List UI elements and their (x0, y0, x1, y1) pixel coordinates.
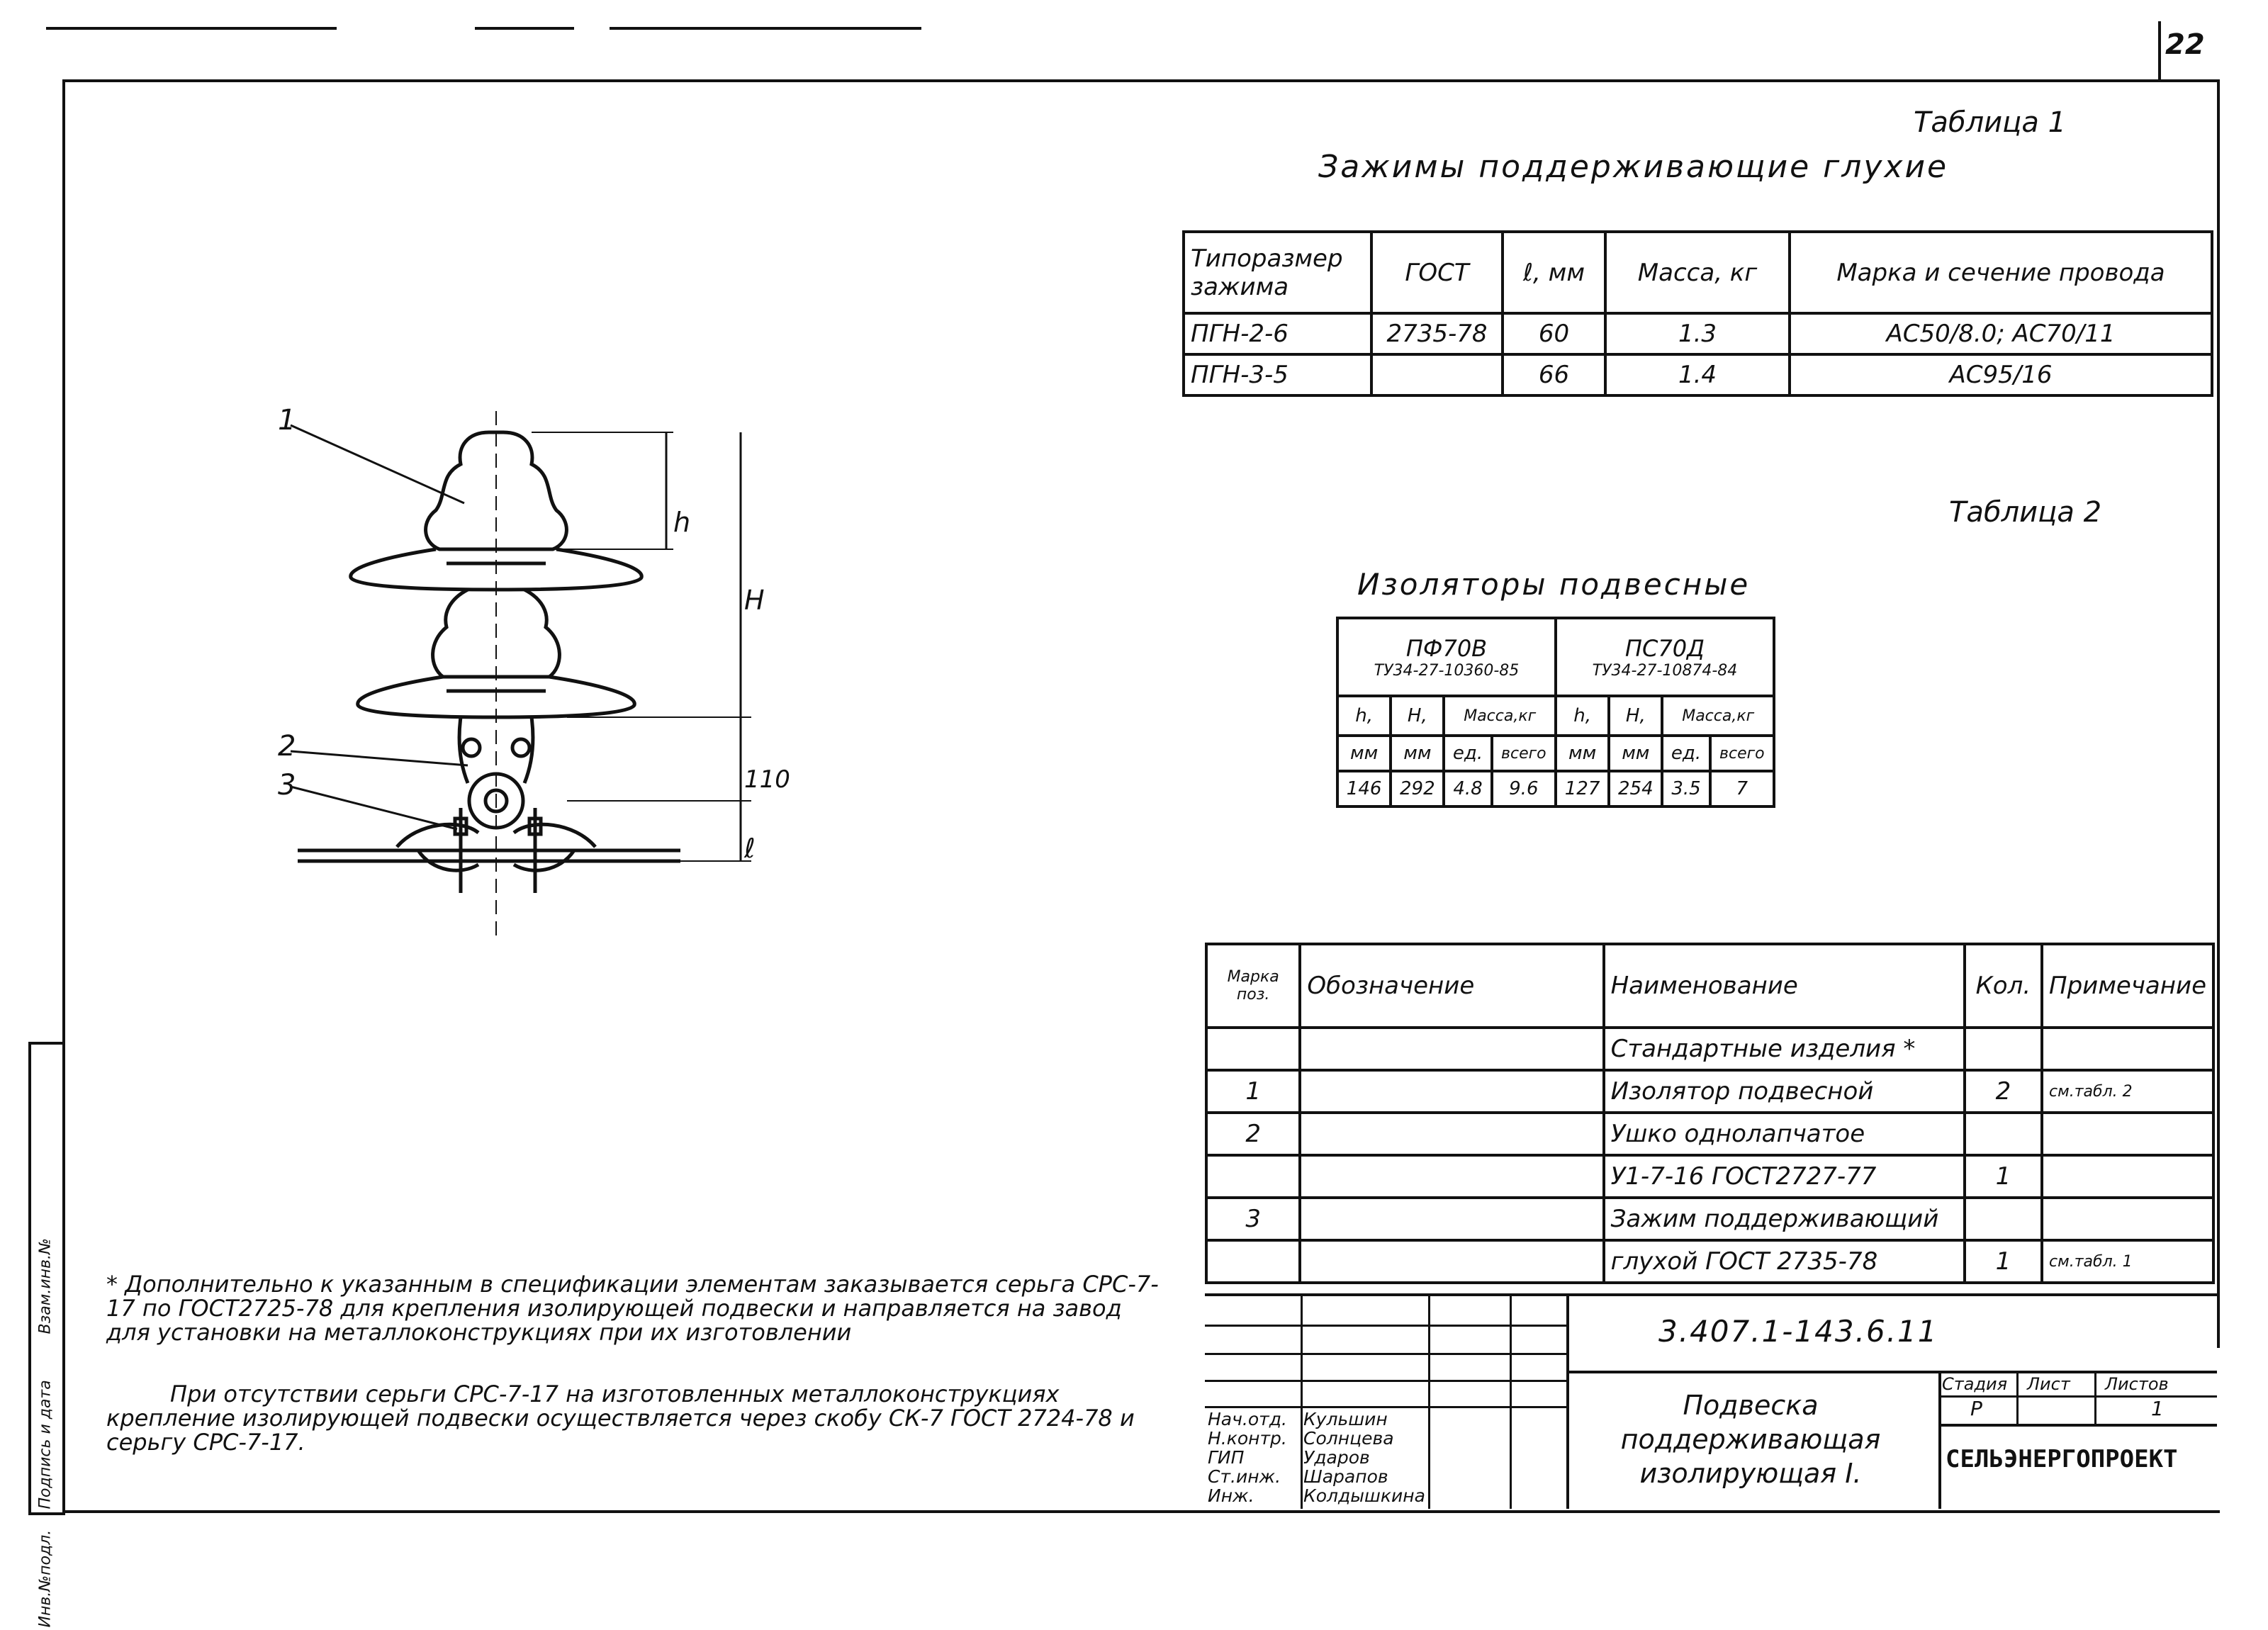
side-stamp-sign: Подпись и дата (36, 1380, 55, 1510)
table2-caption: Таблица 2 (1949, 496, 2102, 529)
table2-unit: ед. (1444, 736, 1491, 771)
note-paragraph-1: * Дополнительно к указанным в спецификации элементам заказывается серьга СРС-7-17 по ГОСТ2725-78 для крепления изолирующей подвески и направляется на завод для установки на металлоконструкциях при их изготовлении (106, 1271, 1159, 1346)
table1-cell: 1.4 (1605, 354, 1790, 395)
table2-unit: мм (1609, 736, 1662, 771)
dim-110-label: 110 (744, 765, 790, 794)
table2-unit: всего (1492, 736, 1556, 771)
table2-unit: мм (1391, 736, 1444, 771)
doc-code: 3.407.1-143.6.11 (1658, 1314, 1938, 1349)
spec-name: Изолятор подвесной (1604, 1070, 1965, 1113)
spec-header-note: Примечание (2042, 944, 2213, 1028)
spec-header-qty: Кол. (1965, 944, 2042, 1028)
callout-2-leader (291, 751, 468, 765)
spec-note: см.табл. 2 (2042, 1070, 2213, 1113)
spec-pos (1206, 1028, 1300, 1070)
side-stamp-inv: Инв.№подл. (36, 1529, 55, 1628)
spec-note (2042, 1198, 2213, 1240)
insulator-drawing (255, 397, 822, 935)
spec-name: Зажим поддерживающий (1604, 1198, 1965, 1240)
title-block (1205, 1293, 2217, 1509)
spec-header-designation: Обозначение (1300, 944, 1603, 1028)
doc-title (1602, 1388, 1899, 1490)
table1-caption: Таблица 1 (1914, 106, 2067, 139)
spec-pos: 2 (1206, 1113, 1300, 1155)
spec-name: Ушко однолапчатое (1604, 1113, 1965, 1155)
spec-note (2042, 1113, 2213, 1155)
table2-value: 7 (1710, 771, 1774, 806)
table1-header-gost: ГОСТ (1371, 232, 1503, 313)
sheets-header: Листов (2105, 1374, 2169, 1394)
side-stamp-repl: Взам.инв.№ (36, 1238, 55, 1334)
doc-title-line-3: изолирующая I. (1639, 1458, 1862, 1489)
sheet-header: Лист (2027, 1374, 2070, 1394)
role-item: Ст.инж. Шарапов (1208, 1466, 1388, 1487)
spec-qty: 1 (1965, 1240, 2042, 1283)
role-item: ГИП Ударов (1208, 1447, 1370, 1468)
table2-subheader: h, (1337, 696, 1391, 736)
spec-name: глухой ГОСТ 2735-78 (1604, 1240, 1965, 1283)
table1-cell: 60 (1503, 313, 1605, 354)
table1-cell: 1.3 (1605, 313, 1790, 354)
table2-group-2 (1556, 618, 1774, 696)
spec-pos (1206, 1155, 1300, 1198)
table1-cell: ПГН-2-6 (1184, 313, 1371, 354)
insulator-1-head (426, 432, 567, 549)
spec-qty (1965, 1198, 2042, 1240)
callout-3-leader (291, 787, 457, 829)
dim-h-label: h (673, 507, 691, 538)
callout-3: 3 (278, 769, 296, 802)
dim-l-label: ℓ (744, 833, 756, 864)
dim-H-label: H (744, 585, 765, 616)
table2-value: 254 (1609, 771, 1662, 806)
table2-group-1-spec: ТУ34-27-10360-85 (1374, 661, 1520, 680)
spec-qty (1965, 1113, 2042, 1155)
sheets-value: 1 (2151, 1397, 2164, 1420)
table2-value: 292 (1391, 771, 1444, 806)
note-paragraph-2: При отсутствии серьги СРС-7-17 на изготовленных металлоконструкциях крепление изолирующей подвески осуществляется через скобу СК-7 ГОСТ 2724-78 и серьгу СРС-7-17. (106, 1381, 1135, 1456)
spec-name: У1-7-16 ГОСТ2727-77 (1604, 1155, 1965, 1198)
table1-header-size: Типоразмер зажима (1184, 232, 1371, 313)
spec-name: Стандартные изделия * (1604, 1028, 1965, 1070)
top-dash-2 (475, 27, 574, 30)
spec-pos: 3 (1206, 1198, 1300, 1240)
table1-title: Зажимы поддерживающие глухие (1318, 149, 1949, 185)
side-stamp (28, 1042, 65, 1628)
spec-pos: 1 (1206, 1070, 1300, 1113)
table1-header-mass: Масса, кг (1605, 232, 1790, 313)
table2-group-2-name: ПС70Д (1624, 634, 1705, 662)
doc-title-line-1: Подвеска (1683, 1390, 1819, 1421)
table1-cell: 66 (1503, 354, 1605, 395)
table2-value: 9.6 (1492, 771, 1556, 806)
eye-pin-left (463, 739, 480, 756)
table1-header-wire: Марка и сечение провода (1790, 232, 2212, 313)
table1-cell: АС95/16 (1790, 354, 2212, 395)
callout-2: 2 (278, 730, 296, 763)
table1 (1182, 230, 2213, 397)
table2-value: 146 (1337, 771, 1391, 806)
table2-value: 127 (1556, 771, 1609, 806)
table1-cell: ПГН-3-5 (1184, 354, 1371, 395)
spec-note (2042, 1155, 2213, 1198)
spec-pos (1206, 1240, 1300, 1283)
table2-subheader: H, (1391, 696, 1444, 736)
side-stamp-labels (36, 1238, 55, 1628)
table1-cell (1371, 354, 1503, 395)
sheet-number: 22 (2165, 28, 2205, 61)
table2-unit: ед. (1662, 736, 1710, 771)
spec-table (1205, 943, 2215, 1284)
table2-subheader: Масса,кг (1444, 696, 1556, 736)
table2-unit: всего (1710, 736, 1774, 771)
signature-grid (1205, 1296, 1569, 1509)
spec-header-name: Наименование (1604, 944, 1965, 1028)
top-dash-1 (46, 27, 337, 30)
table2-value: 4.8 (1444, 771, 1491, 806)
table2-value: 3.5 (1662, 771, 1710, 806)
table2-title: Изоляторы подвесные (1357, 567, 1751, 602)
spec-qty (1965, 1028, 2042, 1070)
org-name: СЕЛЬЭНЕРГОПРОЕКТ (1946, 1445, 2178, 1473)
eye-pin-right (512, 739, 529, 756)
role-item: Нач.отд. Кульшин (1208, 1409, 1388, 1429)
table1-cell: 2735-78 (1371, 313, 1503, 354)
table2-group-2-spec: ТУ34-27-10874-84 (1592, 661, 1738, 680)
spec-header-pos: Марка поз. (1206, 944, 1300, 1028)
table2 (1336, 617, 1775, 808)
callout-1: 1 (278, 404, 296, 437)
table2-group-1 (1337, 618, 1556, 696)
table2-subheader: h, (1556, 696, 1609, 736)
frame-right-edge (2217, 79, 2220, 1348)
table2-subheader: H, (1609, 696, 1662, 736)
role-item: Инж. Колдышкина (1208, 1485, 1425, 1506)
doc-title-line-2: поддерживающая (1620, 1424, 1881, 1455)
table1-header-length: ℓ, мм (1503, 232, 1605, 313)
top-dash-3 (610, 27, 921, 30)
spec-note (2042, 1028, 2213, 1070)
spec-qty: 1 (1965, 1155, 2042, 1198)
role-list (1208, 1410, 1425, 1505)
role-item: Н.контр. Солнцева (1208, 1428, 1394, 1449)
table2-subheader: Масса,кг (1662, 696, 1774, 736)
stage-header: Стадия (1942, 1374, 2008, 1394)
stage-value: Р (1970, 1397, 1982, 1420)
table1-cell: АС50/8.0; АС70/11 (1790, 313, 2212, 354)
table2-unit: мм (1337, 736, 1391, 771)
spec-qty: 2 (1965, 1070, 2042, 1113)
callout-1-leader (291, 425, 464, 503)
table2-unit: мм (1556, 736, 1609, 771)
table2-group-1-name: ПФ70В (1405, 634, 1488, 662)
sheet-number-divider (2158, 21, 2161, 82)
spec-note: см.табл. 1 (2042, 1240, 2213, 1283)
